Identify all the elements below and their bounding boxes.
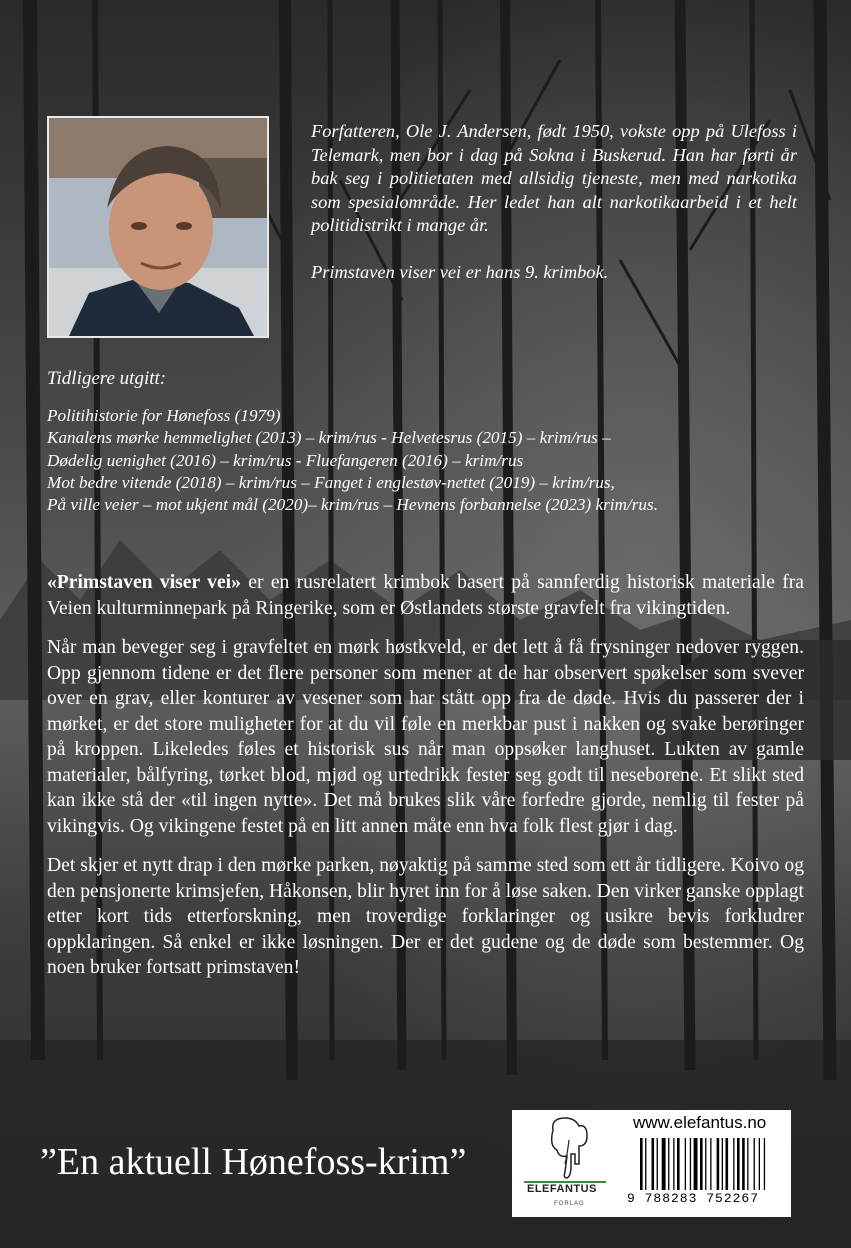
book-blurb xyxy=(47,570,804,995)
blurb-paragraph: Når man beveger seg i gravfeltet en mørk høstkveld, er det lett å få frysninger nedover ryggen. Opp gjennom tidene er det flere personer som mener at de har observert spøkelser som svever over en grav, eller konturer av vesener som har stått opp fra de døde. Hvis du passerer der i mørket, er det store muligheter for at du vil føle en merkbar pust i nakken og svake berøringer på kroppen. Likeledes føles et historisk sus når man oppsøker langhuset. Lukten av gamle materialer, bålfyring, tørket blod, mjød og urtedrikk fester seg godt til neseborene. Et slikt sted kan ikke stå der «til ingen nytte». Det må brukes slik våre forfedre gjorde, nemlig til fester på vikingvis. Og vikingene festet på en litt annen måte enn hva folk flest gjør i dag. xyxy=(47,637,804,837)
tagline: ”En aktuell Hønefoss-krim” xyxy=(40,1141,467,1183)
previous-works-heading: Tidligere utgitt: xyxy=(47,368,167,389)
blurb-paragraph xyxy=(47,570,804,621)
list-item: Dødelig uenighet (2016) – krim/rus - Fluefangeren (2016) – krim/rus xyxy=(47,450,524,470)
publisher-name: ELEFANTUS xyxy=(527,1183,597,1195)
list-item: Mot bedre vitende (2018) – krim/rus – Fanget i englestøv-nettet (2019) – krim/rus, xyxy=(47,472,615,492)
list-item: Politihistorie for Hønefoss (1979) xyxy=(47,406,281,425)
list-item: På ville veier – mot ukjent mål (2020)– krim/rus – Hevnens forbannelse (2023) krim/rus. xyxy=(47,495,658,515)
blurb-intro: er en rusrelatert krimbok basert på sannferdig historisk materiale fra Veien kulturminnepark på Ringerike, som er Østlandets største gravfelt fra vikingtiden. xyxy=(47,572,804,619)
isbn-number: 9 788283 752267 xyxy=(627,1191,760,1206)
blurb-paragraph: Det skjer et nytt drap i den mørke parken, nøyaktig på samme sted som ett år tidligere. Koivo og den pensjonerte krimsjefen, Håkonsen, blir hyret inn for å løse saken. Den virker ganske opplagt etter kort tids etterforskning, men troverdige forklaringer og usikre bevis forkludrer oppklaringen. Så enkel er ikke løsningen. Der er det gudene og de døde som bestemmer. Og noen bruker fortsatt primstaven! xyxy=(47,855,804,978)
list-item: Kanalens mørke hemmelighet (2013) – krim/rus - Helvetesrus (2015) – krim/rus – xyxy=(47,428,611,448)
publisher-website: www.elefantus.no xyxy=(633,1113,767,1132)
previous-works-list xyxy=(47,405,658,516)
publisher-subtitle: FORLAG xyxy=(554,1201,585,1207)
bio-book-count: Primstaven viser vei er hans 9. krimbok. xyxy=(311,262,609,282)
author-photo xyxy=(47,116,269,338)
book-title: «Primstaven viser vei» xyxy=(47,572,241,593)
bio-paragraph: Forfatteren, Ole J. Andersen, født 1950, vokste opp på Ulefoss i Telemark, men bor i dag på Sokna i Buskerud. Han har førti år bak seg i politietaten med allsidig tjeneste, men med narkotika som spesialområde. Her ledet han alt narkotikaarbeid i et helt politidistrikt i mange år. xyxy=(311,121,797,235)
elephant-icon xyxy=(545,1116,591,1182)
barcode xyxy=(640,1138,780,1193)
author-bio xyxy=(311,120,797,285)
